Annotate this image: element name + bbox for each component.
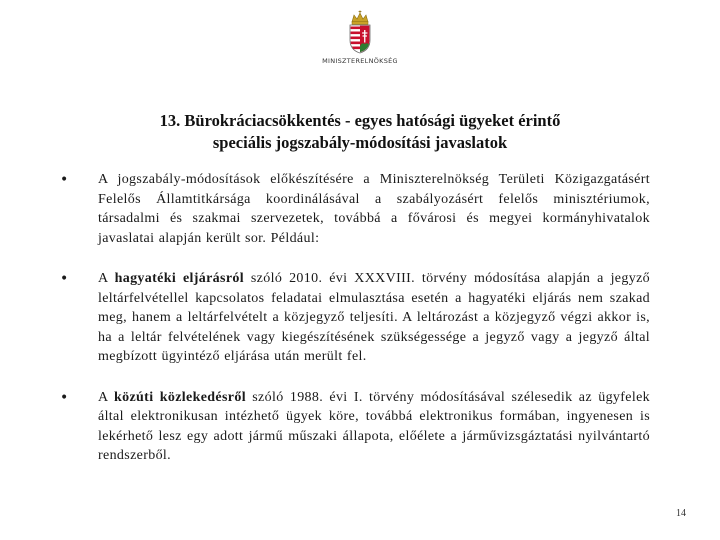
page-number: 14 bbox=[676, 508, 686, 519]
bullet-item bbox=[60, 269, 650, 367]
bullet-list bbox=[60, 170, 650, 487]
bullet-item bbox=[60, 388, 650, 466]
hungarian-coat-of-arms-icon bbox=[347, 10, 373, 54]
bullet-item bbox=[60, 170, 650, 248]
title-line-1: 13. Bürokráciacsökkentés - egyes hatósági ügyeket érintő bbox=[159, 111, 561, 130]
bullet-text-part: szóló 2010. évi XXXVIII. törvény módosítása alapján a jegyző leltárfelvétellel kapcsolatos feladatai elmulasztása esetén a hagyatéki eljárás nem szakad meg, hanem a leltárfelvételt a közjegyző teljesíti. A leltározást a közjegyző végzi akkor is, ha a leltár felvételének vagy kiegészítésének szükségessége a jegyző vagy a jegyző által megbízott ügyintéző eljárása után merült fel. bbox=[98, 271, 650, 364]
bullet-text bbox=[98, 388, 650, 466]
bullet-marker: • bbox=[60, 389, 69, 406]
title-line-2: speciális jogszabály-módosítási javaslatok bbox=[212, 133, 508, 152]
ministry-logo bbox=[318, 10, 402, 76]
bullet-marker: • bbox=[60, 271, 69, 287]
bullet-text-part: A bbox=[98, 389, 114, 405]
bullet-text bbox=[98, 170, 650, 248]
bullet-bold-term: közúti közlekedésről bbox=[114, 389, 246, 405]
bullet-text-part: A jogszabály-módosítások előkészítésére a Miniszterelnökség Területi Közigazgatásért Felelős Államtitkársága koordinálásával a szabályozásért felelős minisztériumok, társadalmi és szakmai szervezetek, továbbá a fővárosi és megyei kormányhivatalok javaslatai alapján került sor. Például: bbox=[98, 172, 650, 246]
bullet-marker: • bbox=[60, 172, 69, 188]
bullet-bold-term: hagyatéki eljárásról bbox=[114, 271, 244, 286]
slide-title bbox=[110, 110, 610, 154]
logo-text: MINISZTERELNÖKSÉG bbox=[322, 57, 398, 65]
bullet-text bbox=[98, 269, 650, 367]
bullet-text-part: szóló 1988. évi I. törvény módosításával szélesedik az ügyfelek által elektronikusan intézhető ügyek köre, továbbá elektronikus formában, ingyenesen is lekérhető lesz egy adott jármű műszaki állapota, előélete a járművizsgáztatási nyilvántartó rendszerből. bbox=[98, 389, 650, 463]
bullet-text-part: A bbox=[98, 271, 115, 286]
